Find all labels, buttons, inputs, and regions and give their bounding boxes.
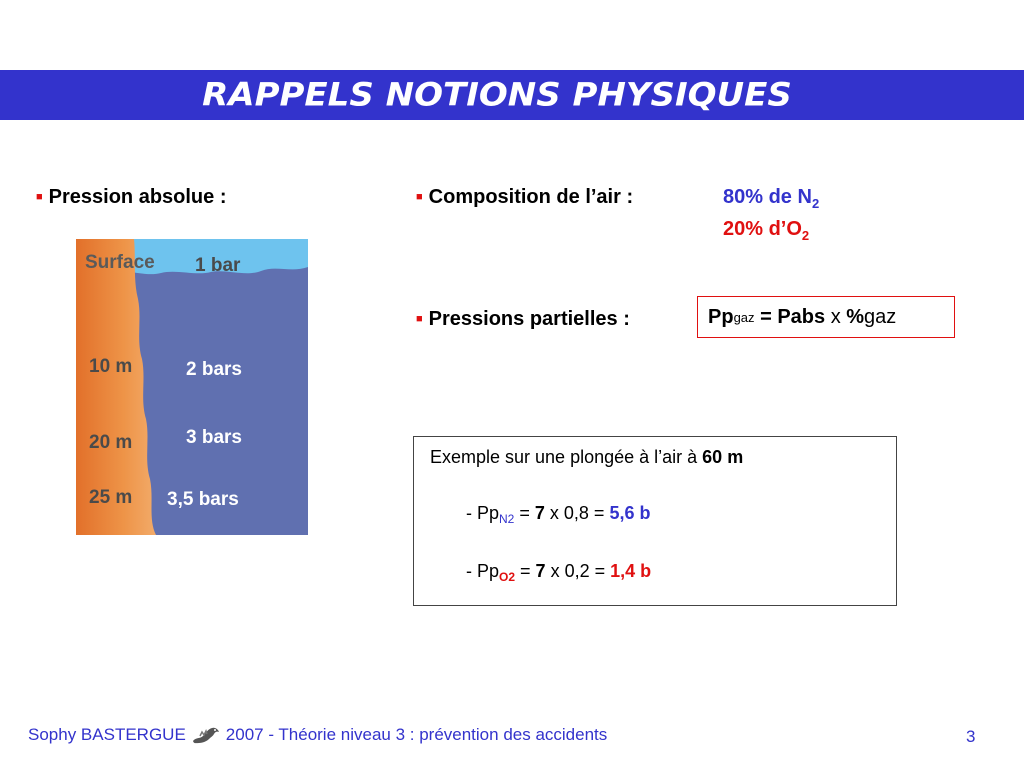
example-box <box>413 436 897 606</box>
page-number: 3 <box>966 727 976 746</box>
pressure-label-25m: 3,5 bars <box>167 489 239 510</box>
pressure-label-surface: 1 bar <box>195 255 241 276</box>
depth-label-20m: 20 m <box>89 432 133 453</box>
example-intro: Exemple sur une plongée à l’air à 60 m <box>430 447 744 467</box>
footer-text: 2007 - Théorie niveau 3 : prévention des accidents <box>225 725 608 744</box>
pressions-partielles-label: Pressions partielles : <box>428 308 630 330</box>
depth-label-10m: 10 m <box>89 356 133 377</box>
pressure-label-20m: 3 bars <box>186 427 242 448</box>
surface-label: Surface <box>85 252 155 273</box>
n2-fraction: 80% de $N_2$ <box>723 186 820 211</box>
pression-absolue-heading <box>36 186 227 209</box>
title-bar <box>0 70 1024 120</box>
partial-pressure-formula: Pp gaz = Pabs x % gaz <box>697 296 955 338</box>
slide-title: RAPPELS NOTIONS PHYSIQUES <box>202 76 792 114</box>
seahorse-logo-icon <box>190 723 222 747</box>
composition-heading <box>416 186 633 209</box>
pressure-label-10m: 2 bars <box>186 359 242 380</box>
bullet-icon: ■ <box>36 191 43 203</box>
pressions-partielles-heading <box>416 308 630 331</box>
composition-label: Composition de l’air : <box>428 186 634 208</box>
footer-author: Sophy BASTERGUE <box>28 725 186 744</box>
bullet-icon: ■ <box>416 191 423 203</box>
pressure-depth-diagram <box>76 239 308 535</box>
pression-absolue-label: Pression absolue : <box>48 186 227 208</box>
example-line-n2: - $Pp_{N2} = 7$ x 0,8 = 5,6 b <box>466 503 651 526</box>
bullet-icon: ■ <box>416 313 423 325</box>
footer <box>28 723 607 747</box>
o2-fraction: 20% $d’O_2$ <box>723 218 810 243</box>
depth-label-25m: 25 m <box>89 487 133 508</box>
example-line-o2: - $Pp_{O2} = 7$ x 0,2 = 1,4 b <box>466 561 652 584</box>
